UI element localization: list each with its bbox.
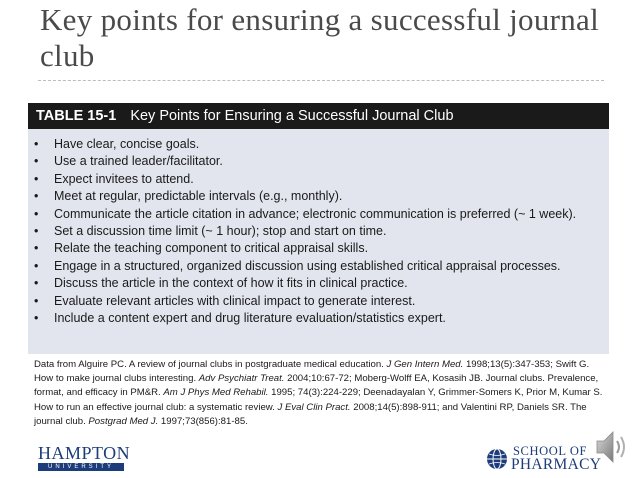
bullet-marker: • <box>34 189 39 204</box>
key-point-item <box>28 188 609 205</box>
key-point-text: Evaluate relevant articles with clinical impact to generate interest. <box>54 293 416 308</box>
key-points-table <box>28 103 609 354</box>
key-point-text: Use a trained leader/facilitator. <box>54 154 223 169</box>
bullet-marker: • <box>34 258 39 273</box>
bullet-marker: • <box>34 171 39 186</box>
key-point-text: Discuss the article in the context of how it fits in clinical practice. <box>54 276 408 291</box>
pharmacy-logo-line1: SCHOOL OF <box>513 444 588 458</box>
key-point-text: Engage in a structured, organized discussion using established critical appraisal processes. <box>54 258 561 273</box>
key-point-text: Meet at regular, predictable intervals (e.g., monthly). <box>54 189 343 204</box>
bullet-marker: • <box>34 241 39 256</box>
reference-segment: 2008;14(5):898-911; and Valentini RP, Daniels SR. The journal club. <box>34 401 587 427</box>
speaker-icon[interactable] <box>594 426 632 468</box>
bullet-marker: • <box>34 293 39 308</box>
table-number: TABLE 15-1 <box>36 108 117 124</box>
key-point-item <box>28 258 609 275</box>
reference-segment: 1995; 74(3):224-229; Deenadayalan Y, Grimmer-Somers K, Prior M, Kumar S. How to run an effective journal club: a systematic review. <box>34 387 603 413</box>
reference-journal: Am J Phys Med Rehabil. <box>163 387 269 399</box>
reference-segment: Data from Alguire PC. A review of journal clubs in postgraduate medical education. <box>34 359 387 370</box>
school-of-pharmacy-logo <box>486 444 602 472</box>
reference-journal: Adv Psychiatr Treat. <box>198 373 285 385</box>
key-point-item <box>28 206 609 223</box>
key-point-text: Expect invitees to attend. <box>54 171 194 186</box>
bullet-marker: • <box>34 137 39 151</box>
bullet-marker: • <box>34 276 39 291</box>
key-point-item <box>28 153 609 170</box>
key-point-text: Set a discussion time limit (~ 1 hour); stop and start on time. <box>54 224 387 239</box>
key-point-item <box>28 310 609 327</box>
key-point-item <box>28 171 609 188</box>
bullet-marker: • <box>34 224 39 239</box>
pharmacy-globe-icon <box>486 448 508 470</box>
table-title: Key Points for Ensuring a Successful Journal Club <box>130 108 454 124</box>
key-point-item <box>28 136 609 153</box>
bullet-marker: • <box>34 311 39 326</box>
key-point-text: Include a content expert and drug literature evaluation/statistics expert. <box>54 311 446 326</box>
slide-title: Key points for ensuring a successful journal club <box>40 2 600 73</box>
key-point-item <box>28 240 609 257</box>
reference-segment: 2004;10:67-72; Moberg-Wolff EA, Kosasih JB. Journal clubs. Prevalence, format, and efficacy in PM&R. <box>34 373 599 399</box>
key-point-item <box>28 275 609 292</box>
reference-segment: 1997;73(856):81-85. <box>158 415 248 427</box>
references-text <box>34 358 606 429</box>
reference-segment: 1998;13(5):347-353; Swift G. How to make journal clubs interesting. <box>34 359 590 385</box>
table-header <box>28 103 609 129</box>
bullet-marker: • <box>34 154 39 169</box>
key-points-list <box>28 129 609 327</box>
title-divider <box>38 80 604 81</box>
key-point-item <box>28 223 609 240</box>
reference-journal: Postgrad Med J. <box>88 415 159 427</box>
hampton-logo-sub: UNIVERSITY <box>38 463 124 471</box>
reference-journal: J Eval Clin Pract. <box>277 401 351 413</box>
key-point-text: Have clear, concise goals. <box>54 137 200 151</box>
bullet-marker: • <box>34 206 39 221</box>
key-point-text: Relate the teaching component to critical appraisal skills. <box>54 241 369 256</box>
hampton-logo-name: HAMPTON <box>38 443 131 463</box>
key-point-item <box>28 293 609 310</box>
pharmacy-logo-line2: PHARMACY <box>511 456 602 473</box>
key-point-text: Communicate the article citation in advance; electronic communication is preferred (~ 1 week). <box>54 206 577 221</box>
hampton-university-logo <box>38 443 131 470</box>
reference-journal: J Gen Intern Med. <box>386 359 464 370</box>
